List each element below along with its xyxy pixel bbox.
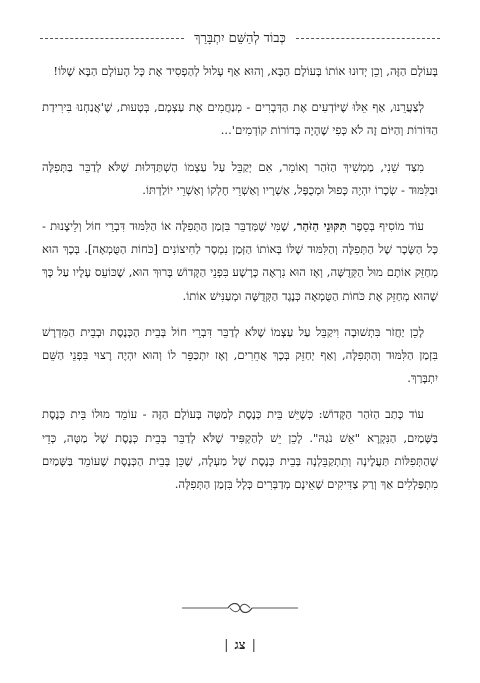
- paragraph-4: עוֹד מוֹסִיף בְּסֵפֶר תִּקּוּנֵי הַזֹּהַר, שֶׁמִּי שֶׁמְּדַבֵּר בִּזְמַן הַתְּפִלָּה אוֹ הַלִּמּוּד דִּבְרֵי חוֹל וְלֵיצָנוּת - כָּל הַשָּׂכָר שֶׁל הַתְּפִלָּה וְהַלִּמּוּד שֶׁלּוֹ בְּאוֹתוֹ הַזְּמַן נִמְסָר לַחִיצוֹנִים [כֹּחוֹת הַטֻּמְאָה]. בְּכָךְ הוּא מְחַזֵּק אוֹתָם מוּל הַקְּדֻשָּׁה, וְאָז הוּא נִרְאֶה כָּרָשָׁע בִּפְנֵי הַקָּדוֹשׁ בָּרוּךְ הוּא, שֶׁכּוֹעֵס עָלָיו עַל כָּךְ שֶׁהוּא מְחַזֵּק אֶת כֹּחוֹת הַטֻּמְאָה כְּנֶגֶד הַקְּדֻשָּׁה וּמְעַנִּישׁ אוֹתוֹ.: [42, 219, 438, 303]
- running-header-title: כְּבוֹד לְהַשֵּׁם יִתְבָּרַךְ: [194, 31, 286, 46]
- page-number: [0, 634, 480, 656]
- header-rule-right: [296, 38, 440, 39]
- body-text: [42, 60, 438, 509]
- paragraph-3: מִצַּד שֵׁנִי, מַמְשִׁיךְ הַזֹּהַר וְאוֹמֵר, אִם יְקַבֵּל עַל עַצְמוֹ הַשְׁתַּדְּלוּת שֶׁלֹּא לְדַבֵּר בַּתְּפִלָּה וּבַלִּמּוּד - שְׂכָרוֹ יִהְיֶה כָּפוּל וּמְכֻפָּל, אַשְׁרָיו וְאַשְׁרֵי חֶלְקוֹ וְאַשְׁרֵי יוֹלַדְתּוֹ.: [42, 159, 438, 197]
- paragraph-1: בָּעוֹלָם הַזֶּה, וְכֵן יְדוּנוּ אוֹתוֹ בָּעוֹלָם הַבָּא, וְהוּא אַף עָלוּל לְהַפְסִיד אֶת כָּל הָעוֹלָם הַבָּא שֶׁלּוֹ!: [53, 64, 438, 78]
- paragraph-6: עוֹד כָּתַב הַזֹּהַר הַקָּדוֹשׁ: כְּשֶׁיֵּשׁ בֵּית כְּנֶסֶת לְמַטָּה בָּעוֹלָם הַזֶּה - עוֹמֵד מוּלוֹ בֵּית כְּנֶסֶת בַּשָּׁמַיִם, הַנִּקְרָא "אֵשׁ נֹגַהּ". לָכֵן יֵשׁ לְהַקְפִּיד שֶׁלֹּא לְדַבֵּר בְּבֵית כְּנֶסֶת שֶׁל מַטָּה, כְּדֵי שֶׁהַתְּפִלּוֹת תַּעֲלֶינָה וְתִתְקַבֵּלְנָה בְּבֵית כְּנֶסֶת שֶׁל מַעְלָה, שֶׁכֵּן בְּבֵית הַכְּנֶסֶת שֶׁעוֹמֵד בַּשָּׁמַיִם מִתְפַּלְלִים אַךְ וְרַק צַדִּיקִים שֶׁאֵינָם מְדַבְּרִים כְּלָל בִּזְמַן הַתְּפִלָּה.: [42, 407, 438, 492]
- page-number-bar-left: |: [224, 637, 229, 653]
- paragraph-2: לְצַעֲרֵנוּ, אַף אֵלּוּ שֶׁיּוֹדְעִים אֶת הַדְּבָרִים - מְנַחֲמִים אֶת עַצְמָם, בְּטָעוּת, שֶׁ'אֲנַחְנוּ בִּירִידַת הַדּוֹרוֹת וְהַיּוֹם זֶה לֹא כְּפִי שֶׁהָיָה בְּדוֹרוֹת קוֹדְמִים'...: [42, 100, 438, 138]
- divider-ornament: [0, 600, 480, 616]
- paragraph-5: לָכֵן יַחֲזֹר בִּתְשׁוּבָה וִיקַבֵּל עַל עַצְמוֹ שֶׁלֹּא לְדַבֵּר דִּבְרֵי חוֹל בְּבֵית הַכְּנֶסֶת וּבְבֵית הַמִּדְרָשׁ בִּזְמַן הַלִּמּוּד וְהַתְּפִלָּה, וְאַף יְחַזֵּק בְּכָךְ אֲחֵרִים, וְאָז יִתְכַּפֵּר לוֹ וְהוּא יִהְיֶה רָצוּי בִּפְנֵי הַשֵּׁם יִתְבָּרַךְ.: [42, 324, 438, 386]
- page-number-bar-right: |: [251, 637, 256, 653]
- page-number-label: צג: [234, 638, 246, 653]
- running-header: [40, 28, 440, 48]
- bold-phrase: תִּקּוּנֵי הַזֹּהַר: [296, 219, 347, 234]
- header-rule-left: [40, 38, 184, 39]
- flourish-icon: [180, 601, 300, 615]
